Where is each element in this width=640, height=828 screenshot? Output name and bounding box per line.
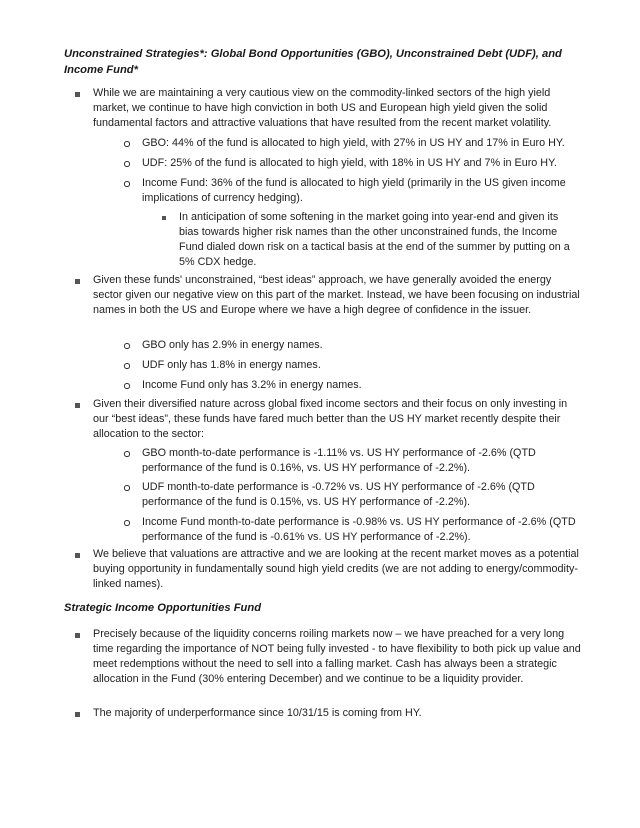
bullet-diversified: Given their diversified nature across global fixed income sectors and their focus on only investing in our “best ideas”, these funds have fared much better than the US HY market recently despite their allocation to the sector: <box>93 398 568 440</box>
bullet-square-icon <box>75 712 80 717</box>
bullet-circle-icon <box>124 181 130 187</box>
bullet-circle-icon <box>124 141 130 147</box>
sub-bullet-udf-performance: UDF month-to-date performance is -0.72% vs. US HY performance of -2.6% (QTD performance of the fund is 0.15%, vs. US HY performance of -2.2%). <box>142 481 535 508</box>
section-heading-strategic-income: Strategic Income Opportunities Fund <box>64 602 262 614</box>
bullet-circle-icon <box>124 343 130 349</box>
sub-bullet-income-allocation: Income Fund: 36% of the fund is allocated to high yield (primarily in the US given income implications of currency hedging). <box>142 177 566 204</box>
bullet-square-icon <box>162 216 166 220</box>
bullet-circle-icon <box>124 520 130 526</box>
bullet-best-ideas: Given these funds' unconstrained, “best ideas” approach, we have generally avoided the energy sector given our negative view on this part of the market. Instead, we have been focusing on industrial names in both the US and Europe where we have a high degree of confidence in the issuer. <box>93 274 580 316</box>
bullet-underperformance: The majority of underperformance since 10/31/15 is coming from HY. <box>93 707 422 719</box>
bullet-square-icon <box>75 279 80 284</box>
sub-bullet-udf-allocation: UDF: 25% of the fund is allocated to high yield, with 18% in US HY and 7% in Euro HY. <box>142 157 557 169</box>
sub-sub-bullet-cdx-hedge: In anticipation of some softening in the market going into year-end and given its bias towards higher risk names than the other unconstrained funds, the Income Fund dialed down risk on a tactical basis at the end of the summer by putting on a 5% CDX hedge. <box>179 211 570 268</box>
bullet-square-icon <box>75 92 80 97</box>
bullet-square-icon <box>75 403 80 408</box>
bullet-square-icon <box>75 633 80 638</box>
sub-bullet-income-performance: Income Fund month-to-date performance is -0.98% vs. US HY performance of -2.6% (QTD performance of the fund is -0.61% vs. US HY performance of -2.2%). <box>142 516 576 543</box>
bullet-circle-icon <box>124 485 130 491</box>
bullet-circle-icon <box>124 383 130 389</box>
sub-bullet-udf-energy: UDF only has 1.8% in energy names. <box>142 359 321 371</box>
bullet-valuations: We believe that valuations are attractive and we are looking at the recent market moves as a potential buying opportunity in fundamentally sound high yield credits (we are not adding to energy/commodity-linked names). <box>93 548 579 590</box>
bullet-liquidity: Precisely because of the liquidity concerns roiling markets now – we have preached for a very long time regarding the importance of NOT being fully invested - to have flexibility to both pick up value and meet redemptions without the need to sell into a falling market. Cash has always been a strategic allocation in the Fund (30% entering December) and we continue to be a liquidity provider. <box>93 628 581 685</box>
sub-bullet-gbo-performance: GBO month-to-date performance is -1.11% vs. US HY performance of -2.6% (QTD performance of the fund is 0.16%, vs. US HY performance of -2.2%). <box>142 447 536 474</box>
bullet-square-icon <box>75 553 80 558</box>
section-heading-unconstrained: Unconstrained Strategies*: Global Bond Opportunities (GBO), Unconstrained Debt (UDF), and Income Fund* <box>64 48 562 76</box>
bullet-circle-icon <box>124 451 130 457</box>
bullet-circle-icon <box>124 363 130 369</box>
sub-bullet-income-energy: Income Fund only has 3.2% in energy names. <box>142 379 362 391</box>
bullet-circle-icon <box>124 161 130 167</box>
sub-bullet-gbo-allocation: GBO: 44% of the fund is allocated to high yield, with 27% in US HY and 17% in Euro HY. <box>142 137 565 149</box>
sub-bullet-gbo-energy: GBO only has 2.9% in energy names. <box>142 339 323 351</box>
bullet-high-conviction: While we are maintaining a very cautious view on the commodity-linked sectors of the high yield market, we continue to have high conviction in both US and European high yield given the solid fundamental factors and attractive valuations that have resulted from the recent market volatility. <box>93 87 552 129</box>
